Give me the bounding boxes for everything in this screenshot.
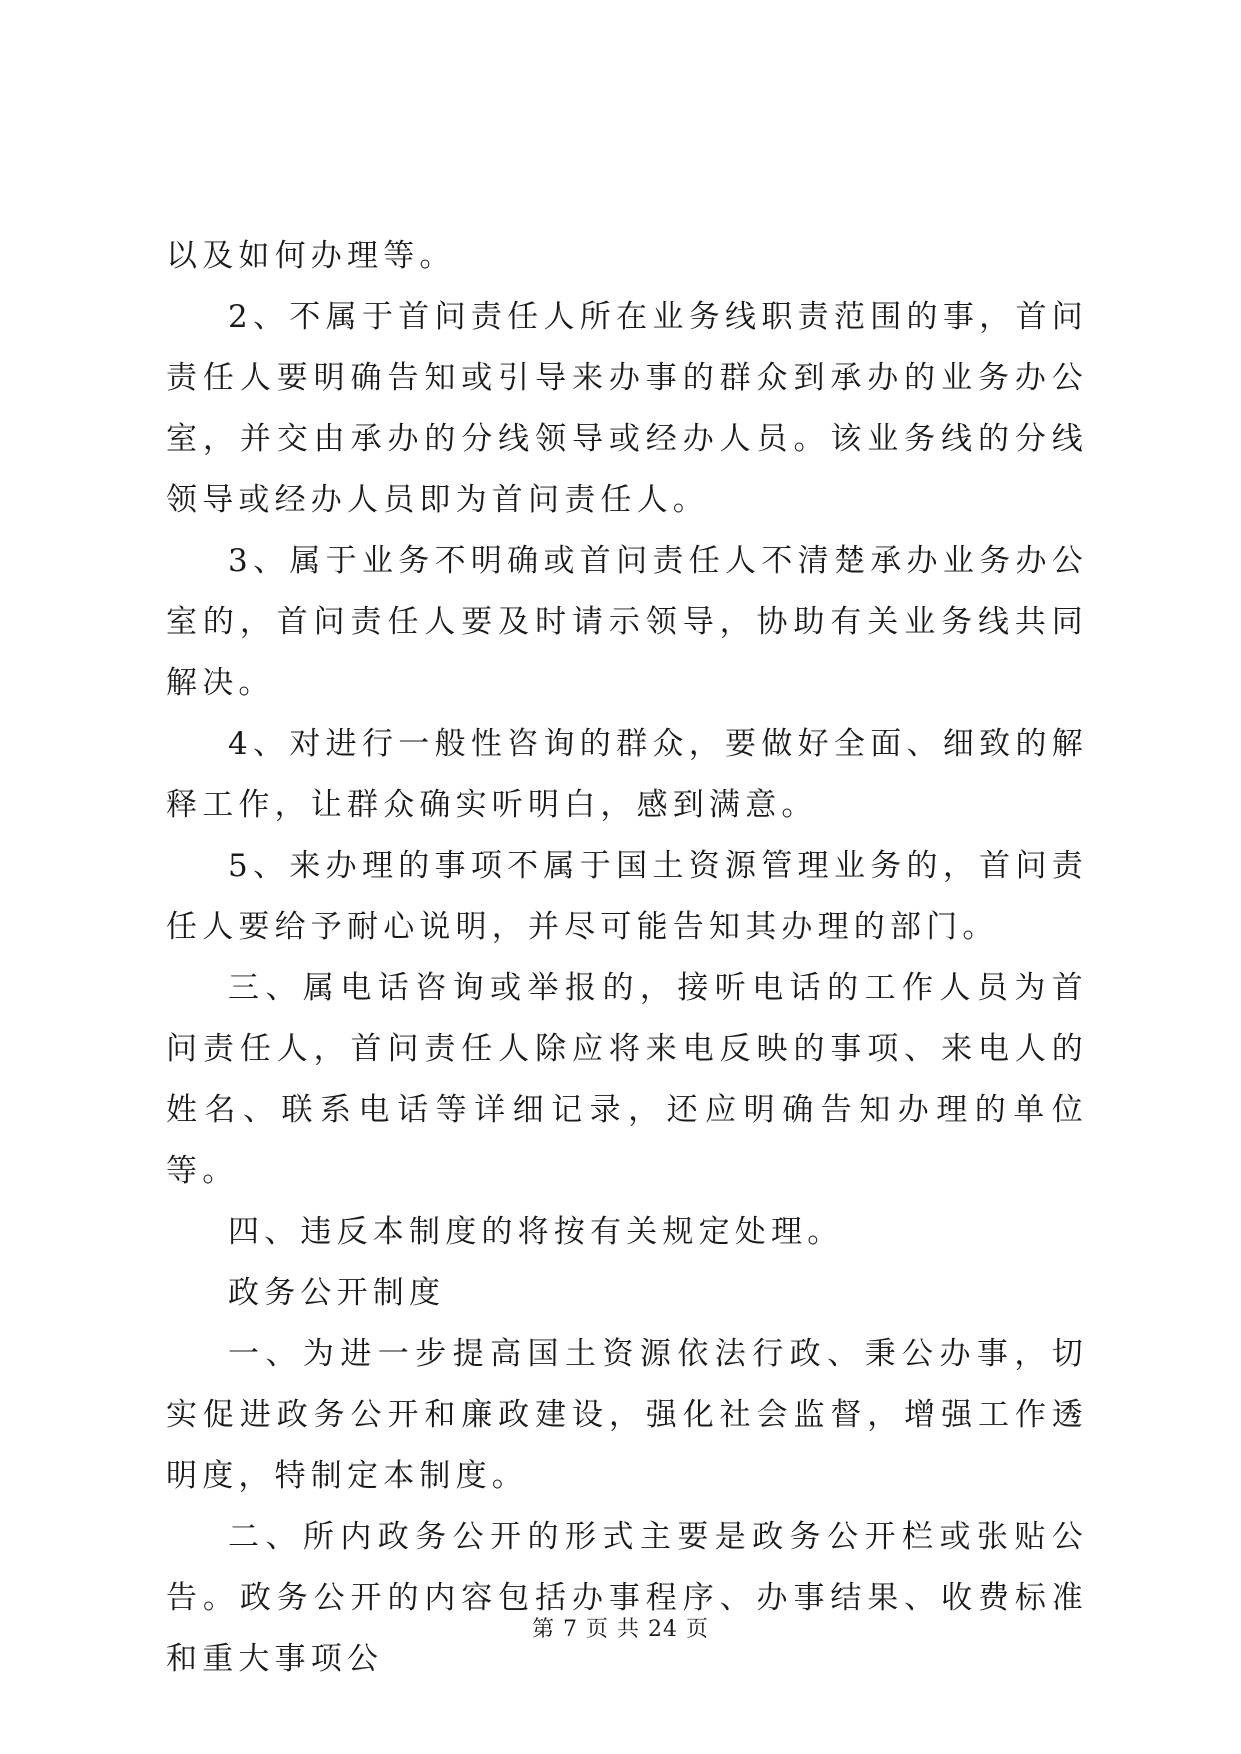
paragraph-continuation: 以及如何办理等。 [166, 238, 456, 274]
paragraph-section-2: 二、所内政务公开的形式主要是政务公开栏或张贴公告。政务公开的内容包括办事程序、办事结果、收费标准和重大事项公 [166, 1519, 1088, 1677]
page-number-footer: 第 7 页 共 24 页 [532, 1617, 709, 1642]
paragraph-section-3: 三、属电话咨询或举报的，接听电话的工作人员为首问责任人，首问责任人除应将来电反映的事项、来电人的姓名、联系电话等详细记录，还应明确告知办理的单位等。 [166, 970, 1088, 1189]
paragraph-section-4: 四、违反本制度的将按有关规定处理。 [228, 1214, 844, 1250]
paragraph-item-5: 5、来办理的事项不属于国土资源管理业务的，首问责任人要给予耐心说明，并尽可能告知其办理的部门。 [166, 848, 1088, 945]
paragraph-item-4: 4、对进行一般性咨询的群众，要做好全面、细致的解释工作，让群众确实听明白，感到满意。 [166, 726, 1088, 823]
paragraph-item-3: 3、属于业务不明确或首问责任人不清楚承办业务办公室的，首问责任人要及时请示领导，协助有关业务线共同解决。 [166, 543, 1088, 701]
paragraph-item-2: 2、不属于首问责任人所在业务线职责范围的事，首问责任人要明确告知或引导来办事的群众到承办的业务办公室，并交由承办的分线领导或经办人员。该业务线的分线领导或经办人员即为首问责任人。 [166, 299, 1088, 518]
body-text [166, 226, 1088, 1690]
paragraph-section-1: 一、为进一步提高国土资源依法行政、秉公办事，切实促进政务公开和廉政建设，强化社会监督，增强工作透明度，特制定本制度。 [166, 1336, 1088, 1494]
section-heading: 政务公开制度 [228, 1275, 446, 1311]
